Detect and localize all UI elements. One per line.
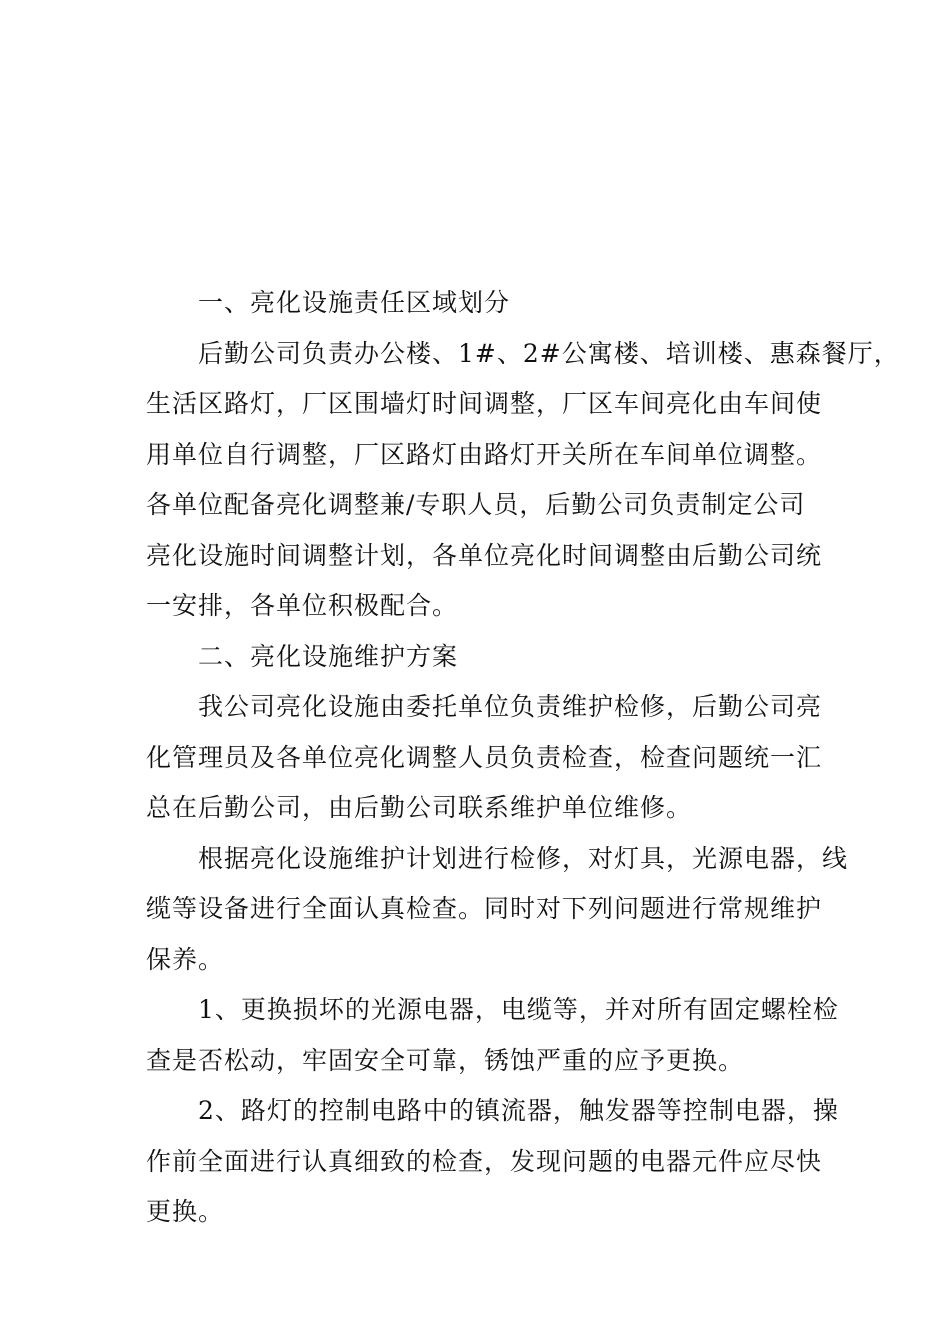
text-line: 后勤公司负责办公楼、1#、2#公寓楼、培训楼、惠森餐厅， — [198, 338, 900, 368]
text-line: 用单位自行调整，厂区路灯由路灯开关所在车间单位调整。 — [146, 439, 823, 469]
text-line: 根据亮化设施维护计划进行检修，对灯具，光源电器，线 — [198, 843, 849, 873]
text-line: 一安排，各单位积极配合。 — [146, 591, 459, 620]
paragraph-responsibility — [146, 329, 900, 632]
document-body — [146, 278, 900, 1238]
paragraph-maintenance-plan — [146, 834, 849, 986]
text-line: 作前全面进行认真细致的检查，发现问题的电器元件应尽快 — [146, 1146, 823, 1176]
text-line: 生活区路灯，厂区围墙灯时间调整，厂区车间亮化由车间使 — [146, 389, 823, 418]
text-line: 各单位配备亮化调整兼/专职人员，后勤公司负责制定公司 — [146, 490, 806, 519]
text-line: 缆等设备进行全面认真检查。同时对下列问题进行常规维护 — [146, 894, 823, 923]
text-line: 查是否松动，牢固安全可靠，锈蚀严重的应予更换。 — [146, 1045, 745, 1075]
text-line: 保养。 — [146, 944, 225, 974]
text-line: 亮化设施时间调整计划，各单位亮化时间调整由后勤公司统 — [146, 540, 823, 570]
paragraph-item-1 — [146, 985, 839, 1086]
text-line: 总在后勤公司，由后勤公司联系维护单位维修。 — [146, 793, 693, 822]
text-line: 更换。 — [146, 1197, 225, 1226]
section-heading-maintenance: 二、亮化设施维护方案 — [198, 641, 459, 671]
text-line: 1、更换损坏的光源电器，电缆等，并对所有固定螺栓检 — [198, 995, 839, 1024]
paragraph-maintenance-intro — [146, 682, 823, 834]
text-line: 化管理员及各单位亮化调整人员负责检查，检查问题统一汇 — [146, 742, 823, 772]
section-heading-responsibility: 一、亮化设施责任区域划分 — [198, 288, 511, 317]
paragraph-item-2 — [146, 1086, 839, 1238]
text-line: 我公司亮化设施由委托单位负责维护检修，后勤公司亮 — [198, 692, 823, 721]
text-line: 2、路灯的控制电路中的镇流器，触发器等控制电器，操 — [198, 1096, 839, 1125]
